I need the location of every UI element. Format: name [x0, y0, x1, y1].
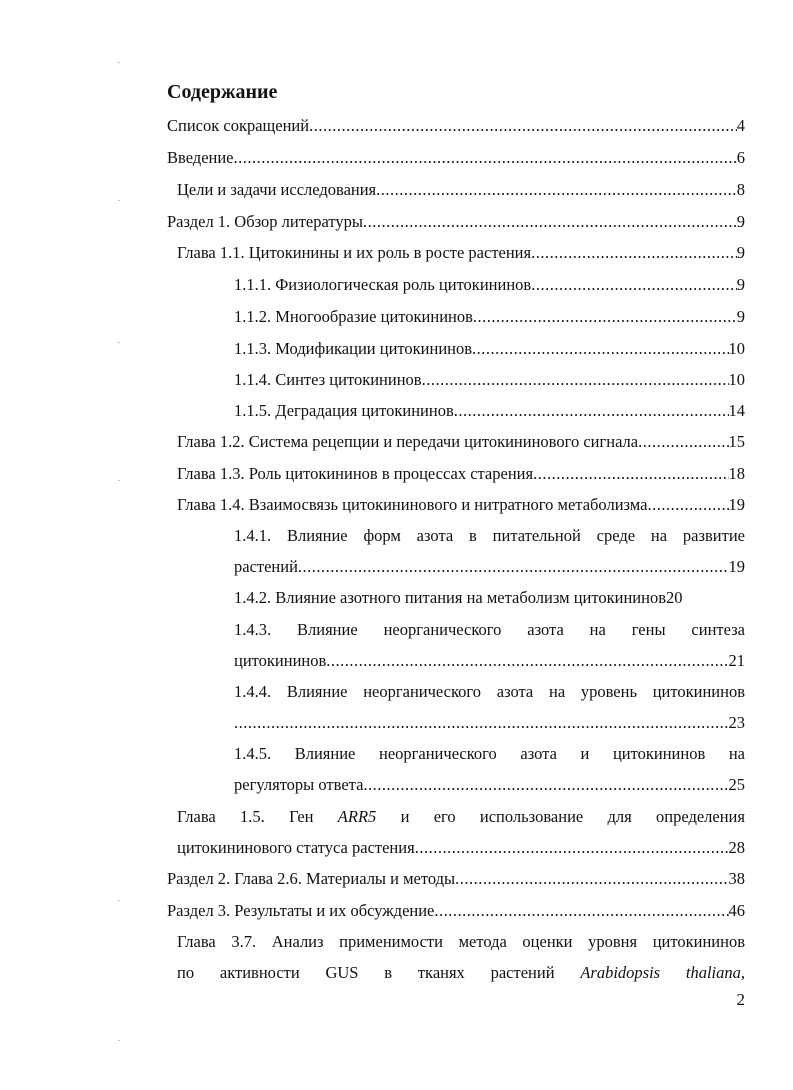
- toc-entry-1-4-4-line1[interactable]: 1.4.4. Влияние неорганического азота на уровень цитокининов: [234, 682, 745, 701]
- toc-entry-1-4-4-line2[interactable]: ..... 23: [234, 711, 745, 735]
- toc-entry-section-2[interactable]: Раздел 2. Глава 2.6. Материалы и методы ..... 38: [167, 867, 745, 891]
- toc-entry-1-4-5-line2[interactable]: регуляторы ответа ..... 25: [234, 773, 745, 797]
- toc-entry-chapter-3-7-line2[interactable]: по активности GUS в тканях растений Arabidopsis thaliana,: [177, 963, 745, 982]
- toc-entry-chapter-3-7-line1[interactable]: Глава 3.7. Анализ применимости метода оценки уровня цитокининов: [177, 932, 745, 951]
- toc-entry-chapter-1-4[interactable]: Глава 1.4. Взаимосвязь цитокининового и нитратного метаболизма ..... 19: [177, 493, 745, 517]
- page-title: Содержание: [167, 81, 278, 103]
- toc-entry-1-4-3-line2[interactable]: цитокининов ..... 21: [234, 649, 745, 673]
- scan-mark: [118, 200, 120, 201]
- toc-entry-1-4-1-line2[interactable]: растений ..... 19: [234, 555, 745, 579]
- scan-mark: [118, 900, 120, 901]
- toc-entry-1-1-3[interactable]: 1.1.3. Модификации цитокининов ..... 10: [234, 337, 745, 361]
- species-name: Arabidopsis thaliana: [580, 963, 741, 982]
- toc-entry-section-1[interactable]: Раздел 1. Обзор литературы ..... 9: [167, 210, 745, 234]
- toc-entry-chapter-1-1[interactable]: Глава 1.1. Цитокинины и их роль в росте растения ..... 9: [177, 241, 745, 265]
- toc-entry-1-4-2[interactable]: 1.4.2. Влияние азотного питания на метаболизм цитокининов 20: [234, 588, 683, 607]
- toc-entry-1-1-1[interactable]: 1.1.1. Физиологическая роль цитокининов ..... 9: [234, 273, 745, 297]
- page-number: 2: [736, 990, 745, 1009]
- gene-name-arr5: ARR5: [337, 807, 377, 826]
- toc-entry-1-1-4[interactable]: 1.1.4. Синтез цитокининов ..... 10: [234, 368, 745, 392]
- toc-entry-1-4-1-line1[interactable]: 1.4.1. Влияние форм азота в питательной среде на развитие: [234, 526, 745, 545]
- toc-entry-1-4-3-line1[interactable]: 1.4.3. Влияние неорганического азота на гены синтеза: [234, 620, 745, 639]
- toc-entry-goals[interactable]: Цели и задачи исследования ..... 8: [177, 178, 745, 202]
- toc-entry-abbreviations[interactable]: Список сокращений ..... 4: [167, 114, 745, 138]
- toc-entry-introduction[interactable]: Введение ..... 6: [167, 146, 745, 170]
- toc-entry-1-1-5[interactable]: 1.1.5. Деградация цитокининов ..... 14: [234, 399, 745, 423]
- toc-entry-1-1-2[interactable]: 1.1.2. Многообразие цитокининов ..... 9: [234, 305, 745, 329]
- scan-mark: [118, 480, 120, 481]
- toc-entry-chapter-1-5-line2[interactable]: цитокининового статуса растения ..... 28: [177, 836, 745, 860]
- scan-mark: [118, 1040, 120, 1041]
- toc-entry-chapter-1-3[interactable]: Глава 1.3. Роль цитокининов в процессах старения ..... 18: [177, 462, 745, 486]
- toc-entry-chapter-1-2[interactable]: Глава 1.2. Система рецепции и передачи цитокининового сигнала ..... 15: [177, 430, 745, 454]
- toc-entry-chapter-1-5-line1[interactable]: Глава 1.5. Ген ARR5 и его использование для определения: [177, 807, 745, 826]
- scan-mark: [118, 62, 120, 63]
- scan-mark: [118, 342, 120, 343]
- toc-entry-1-4-5-line1[interactable]: 1.4.5. Влияние неорганического азота и цитокининов на: [234, 744, 745, 763]
- toc-entry-section-3[interactable]: Раздел 3. Результаты и их обсуждение ..... 46: [167, 899, 745, 923]
